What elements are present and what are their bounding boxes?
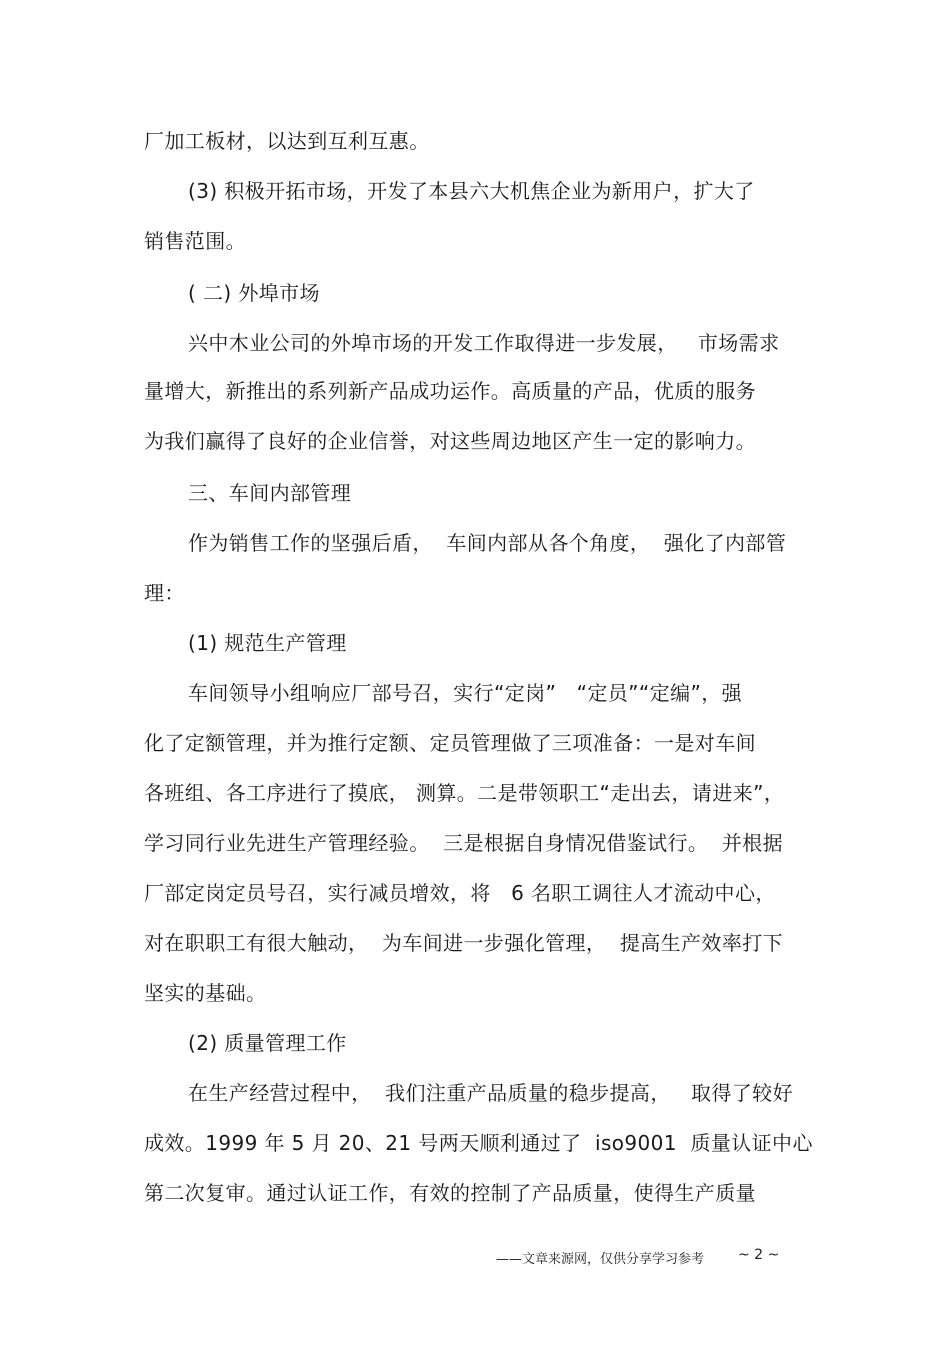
section-heading: 三、车间内部管理 (188, 481, 352, 505)
section-heading: (2) 质量管理工作 (188, 1031, 347, 1055)
section-heading: (1) 规范生产管理 (188, 631, 347, 655)
text-line: 对在职职工有很大触动， 为车间进一步强化管理， 提高生产效率打下 (144, 931, 784, 955)
text-line: 兴中木业公司的外埠市场的开发工作取得进一步发展， 市场需求 (188, 331, 780, 355)
text-line: 理： (144, 581, 185, 605)
text-line: 作为销售工作的坚强后盾， 车间内部从各个角度， 强化了内部管 (188, 531, 787, 555)
page-number: ~ 2 ~ (738, 1247, 780, 1263)
text-line: 厂部定岗定员号召，实行减员增效，将 6 名职工调往人才流动中心， (144, 881, 776, 905)
text-line: 销售范围。 (144, 229, 246, 253)
text-line: 学习同行业先进生产管理经验。 三是根据自身情况借鉴试行。 并根据 (144, 831, 784, 855)
text-line: 化了定额管理，并为推行定额、定员管理做了三项准备：一是对车间 (144, 731, 756, 755)
text-line: 成效。1999 年 5 月 20、21 号两天顺利通过了 iso9001 质量认证中心 (144, 1131, 813, 1155)
text-line: 量增大，新推出的系列新产品成功运作。高质量的产品，优质的服务 (144, 379, 756, 403)
section-heading: ( 二) 外埠市场 (188, 281, 320, 305)
text-line: 坚实的基础。 (144, 981, 267, 1005)
text-line: (3) 积极开拓市场，开发了本县六大机焦企业为新用户，扩大了 (188, 179, 755, 203)
text-line: 第二次复审。通过认证工作，有效的控制了产品质量，使得生产质量 (144, 1181, 756, 1205)
footer-source-note: ——文章来源网，仅供分享学习参考 (496, 1252, 705, 1267)
text-line: 厂加工板材，以达到互利互惠。 (144, 129, 430, 153)
text-line: 在生产经营过程中， 我们注重产品质量的稳步提高， 取得了较好 (188, 1081, 793, 1105)
text-line: 为我们赢得了良好的企业信誉，对这些周边地区产生一定的影响力。 (144, 429, 756, 453)
text-line: 各班组、各工序进行了摸底， 测算。二是带领职工“走出去，请进来”， (144, 781, 785, 805)
text-line: 车间领导小组响应厂部号召，实行“定岗” “定员”“定编”，强 (188, 681, 743, 705)
